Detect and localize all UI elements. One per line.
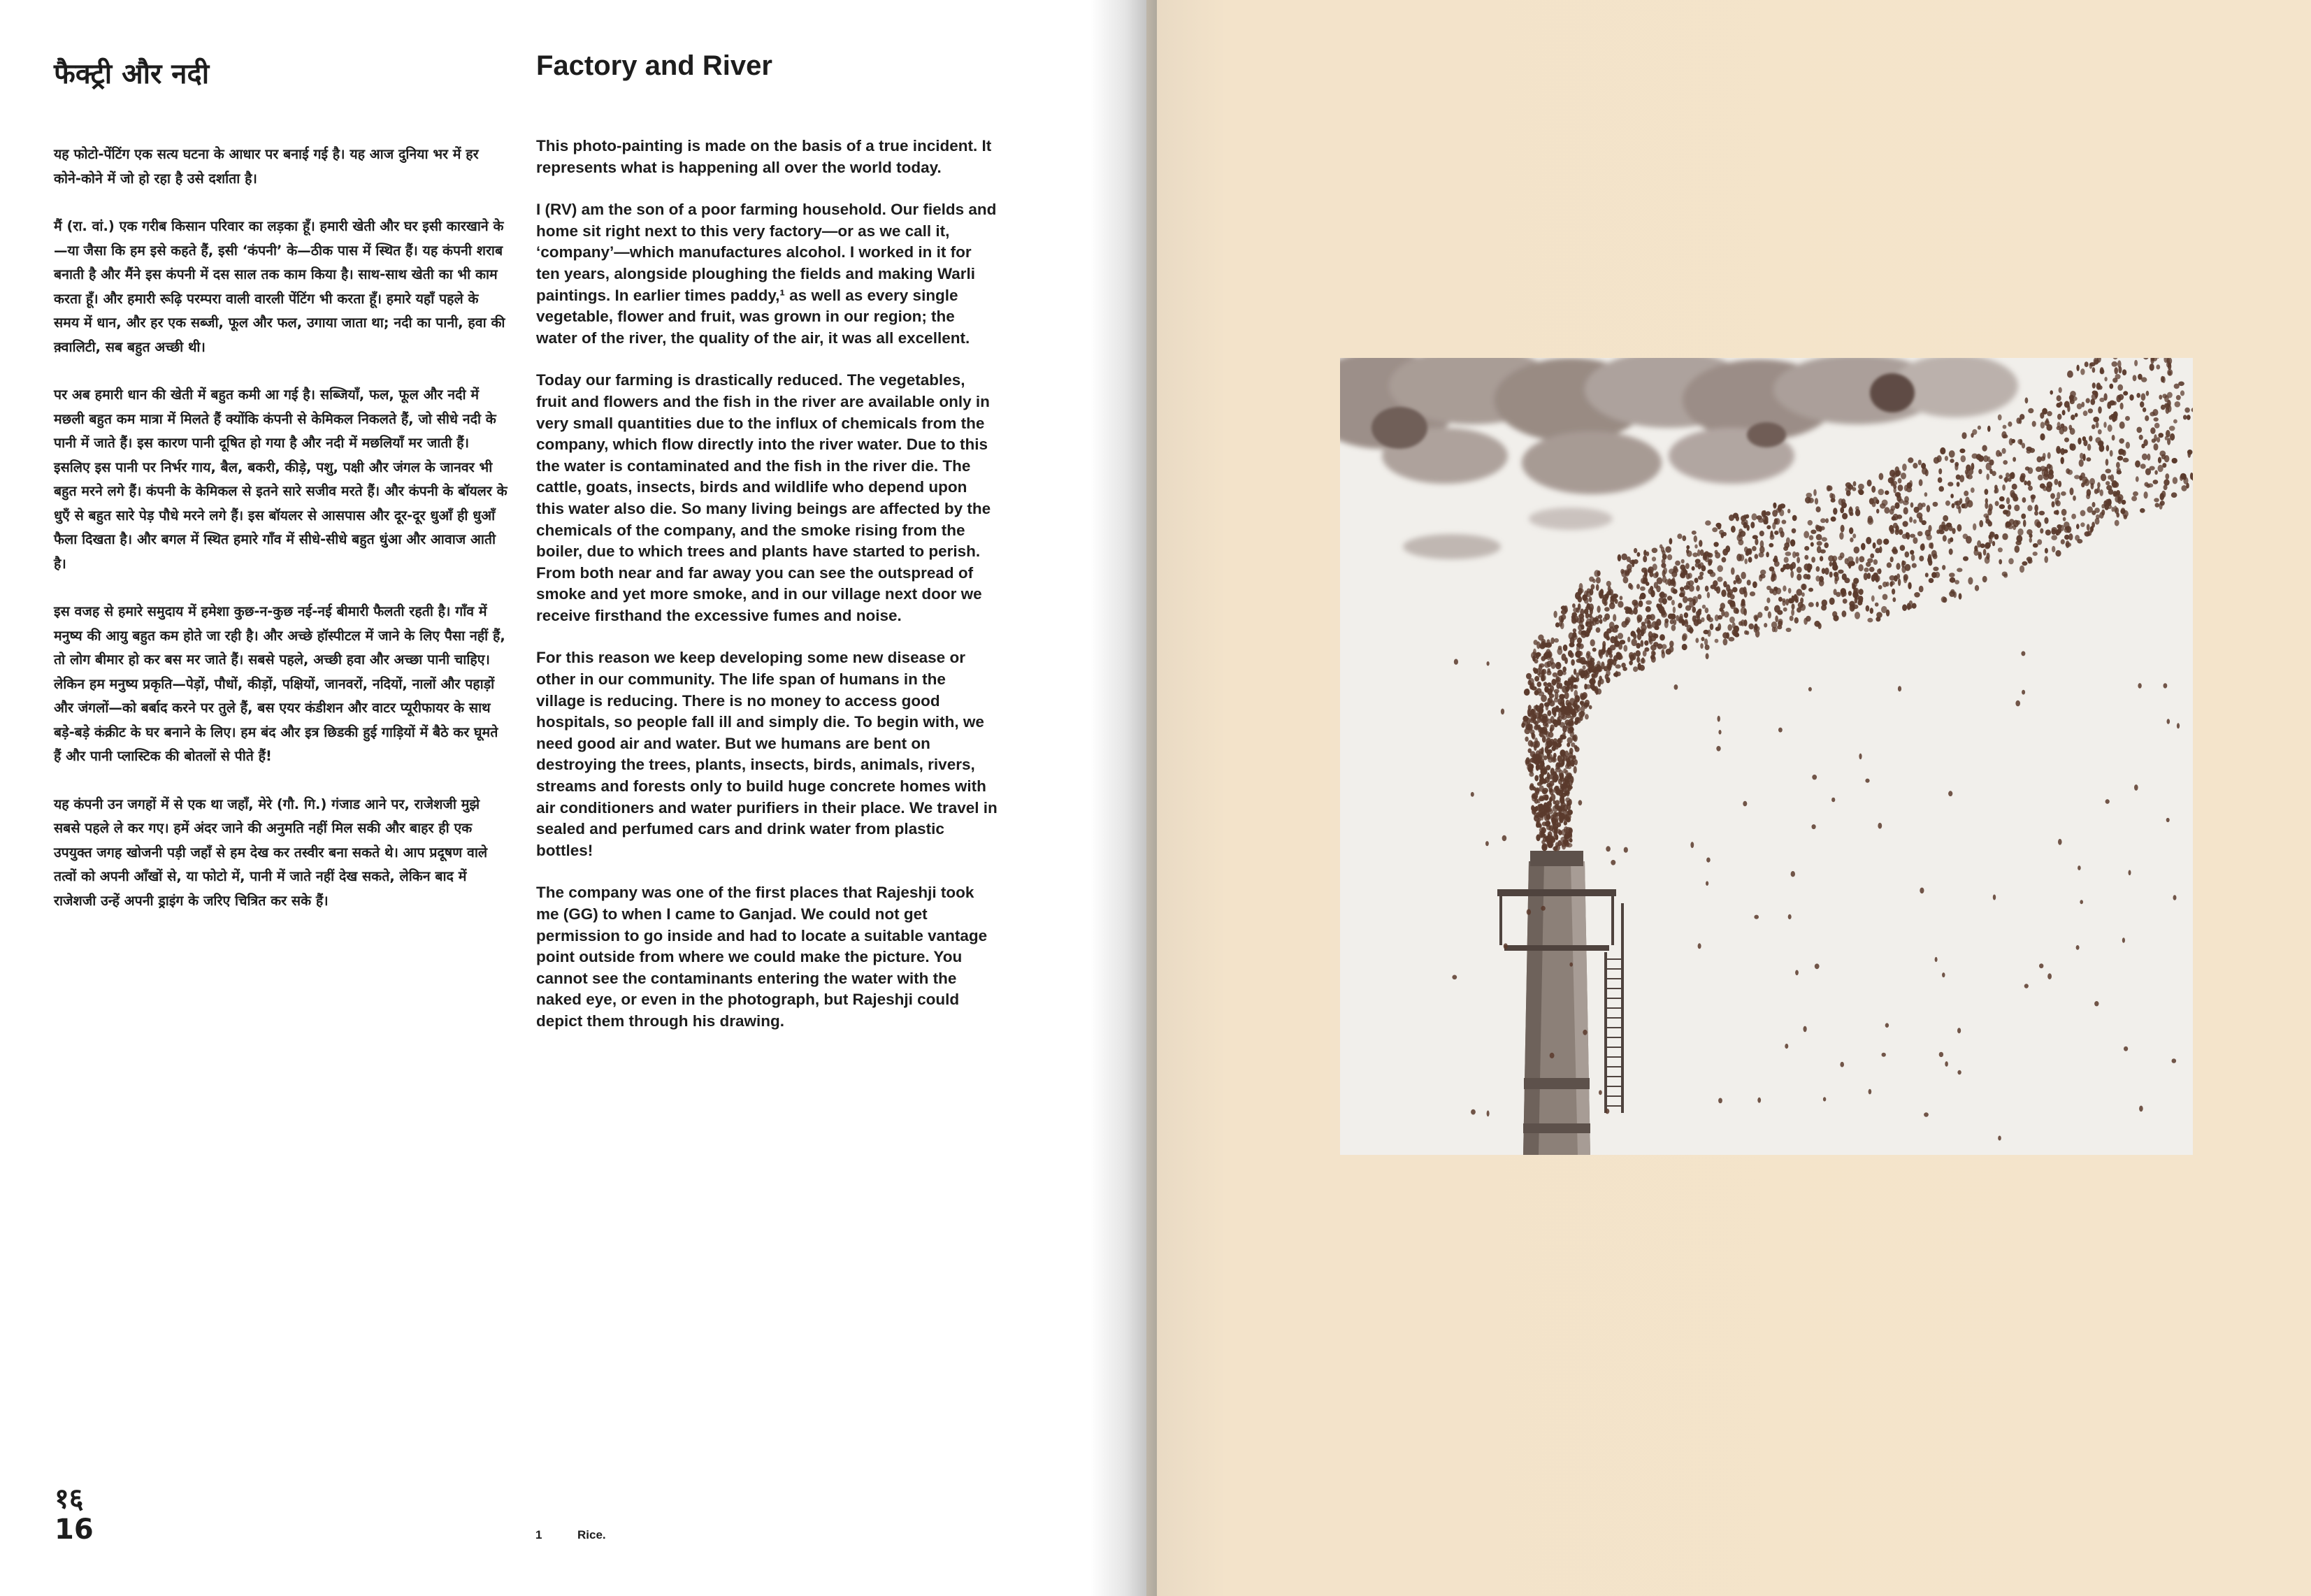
artwork-factory-smoke	[1340, 358, 2193, 1155]
artwork-drawing	[1340, 358, 2193, 1155]
left-page	[0, 0, 1146, 1596]
hindi-title: फैक्ट्री और नदी	[54, 58, 210, 90]
page-number-arabic: 16	[55, 1514, 94, 1546]
hindi-paragraph: पर अब हमारी धान की खेती में बहुत कमी आ गई है। सब्जियाँ, फल, फूल और नदी में मछली बहुत कम मात्रा में मिलते हैं क्योंकि कंपनी से केमिकल निकलते हैं, जो सीधे नदी के पानी में जाते हैं। इस कारण पानी दूषित हो गया है और नदी में मछलियाँ मर जाती हैं। इसलिए इस पानी पर निर्भर गाय, बैल, बकरी, कीड़े, पशु, पक्षी और जंगल के जानवर भी बहुत मरने लगे हैं। कंपनी के केमिकल से इतने सारे सजीव मरते हैं। और कंपनी के बॉयलर के धुएँ से बहुत सारे पेड़ पौधे मरने लगे हैं। इस बॉयलर से आसपास और दूर-दूर धुआँ ही धुआँ फैला दिखता है। और बगल में स्थित हमारे गाँव में सीधे-सीधे बहुत धुंआ और आवाज आती है।	[54, 387, 507, 572]
english-paragraph: Today our farming is drastically reduced. The vegetables, fruit and flowers and the fish in the river are available only in very small quantities due to the influx of chemicals from the company, which flow directly into the river water. Due to this the water is contaminated and the fish in the river die. The cattle, goats, insects, birds and wildlife who depend upon this water also die. So many living beings are affected by the chemicals of the company, and the smoke rising from the boiler, due to which trees and plants have started to perish. From both near and far away you can see the outspread of smoke and yet more smoke, and in our village next door we receive firsthand the excessive fumes and noise.	[536, 371, 991, 624]
english-paragraph: This photo-painting is made on the basis of a true incident. It represents what is happening all over the world today.	[536, 137, 992, 176]
english-title: Factory and River	[536, 50, 772, 81]
english-paragraph: The company was one of the first places that Rajeshji took me (GG) to when I came to Ganjad. We could not get permission to go inside and had to locate a suitable vantage point outside from where we could make the picture. You cannot see the contaminants entering the water with the naked eye, or even in the photograph, but Rajeshji could depict them through his drawing.	[536, 884, 988, 1030]
english-column	[536, 46, 998, 1054]
english-paragraph: For this reason we keep developing some new disease or other in our community. The life span of humans in the village is reducing. There is no money to access good hospitals, so people fall ill and simply die. To begin with, we need good air and water. But we humans are bent on destroying the trees, plants, insects, birds, animals, rivers, streams and forests only to build huge concrete homes with air conditioners and water purifiers in their place. We travel in sealed and perfumed cars and drink water from plastic bottles!	[536, 649, 998, 859]
hindi-paragraph: यह कंपनी उन जगहों में से एक था जहाँ, मेरे (गौ. गि.) गंजाड आने पर, राजेशजी मुझे सबसे पहले ले कर गए। हमें अंदर जाने की अनुमति नहीं मिल सकी और बाहर ही एक उपयुक्त जगह खोजनी पड़ी जहाँ से हम देख कर तस्वीर बना सकते थे। आप प्रदूषण वाले तत्वों को अपनी आँखों से, या फोटो में, पानी में जाते नहीं देख सकते, लेकिन बाद में राजेशजी उन्हें अपनी ड्राइंग के जरिए चित्रित कर सके हैं।	[54, 796, 488, 909]
english-paragraph: I (RV) am the son of a poor farming household. Our fields and home sit right next to this very factory—or as we call it, ‘company’—which manufactures alcohol. I worked in it for ten years, alongside ploughing the fields and making Warli paintings. In earlier times paddy,¹ as well as every single vegetable, flower and fruit, was grown in our region; the water of the river, the quality of the air, it was all excellent.	[536, 201, 997, 347]
footnote-number: 1	[535, 1528, 542, 1541]
footnote	[535, 1528, 606, 1542]
hindi-column	[54, 55, 508, 937]
hindi-paragraph: इस वजह से हमारे समुदाय में हमेशा कुछ-न-कुछ नई-नई बीमारी फैलती रहती है। गाँव में मनुष्य की आयु बहुत कम होते जा रही है। और अच्छे हॉस्पीटल में जाने के लिए पैसा नहीं हैं, तो लोग बीमार हो कर बस मर जाते हैं। सबसे पहले, अच्छी हवा और अच्छा पानी चाहिए। लेकिन हम मनुष्य प्रकृति—पेड़ों, पौधों, कीड़ों, पक्षियों, जानवरों, नदियों, नालों और पहाड़ों और जंगलों—को बर्बाद करने पर तुले हैं, बस एयर कंडीशन और वाटर प्यूरीफायर के साथ बड़े-बड़े कंक्रीट के घर बनाने के लिए। हम बंद और इत्र छिडकी हुई गाड़ियों में बैठे कर घूमते हैं और पानी प्लास्टिक की बोतलों से पीते हैं!	[54, 603, 505, 764]
page-number-devanagari: १६	[55, 1483, 84, 1515]
page-number	[55, 1483, 94, 1545]
footnote-text: Rice.	[577, 1528, 606, 1541]
hindi-paragraph: मैं (रा. वां.) एक गरीब किसान परिवार का लड़का हूँ। हमारी खेती और घर इसी कारखाने के—या जैसा कि हम इसे कहते हैं, इसी ‘कंपनी’ के—ठीक पास में स्थित हैं। यह कंपनी शराब बनाती है और मैंने इस कंपनी में दस साल तक काम किया है। साथ-साथ खेती का भी काम करता हूँ। और हमारी रूढ़ि परम्परा वाली वारली पेंटिंग भी करता हूँ। हमारे यहाँ पहले के समय में धान, और हर एक सब्जी, फूल और फल, उगाया जाता था; नदी का पानी, हवा की क़्वालिटी, सब बहुत अच्छी थी।	[54, 218, 505, 355]
hindi-paragraph: यह फोटो-पेंटिंग एक सत्य घटना के आधार पर बनाई गई है। यह आज दुनिया भर में हर कोने-कोने में जो हो रहा है उसे दर्शाता है।	[54, 146, 479, 187]
